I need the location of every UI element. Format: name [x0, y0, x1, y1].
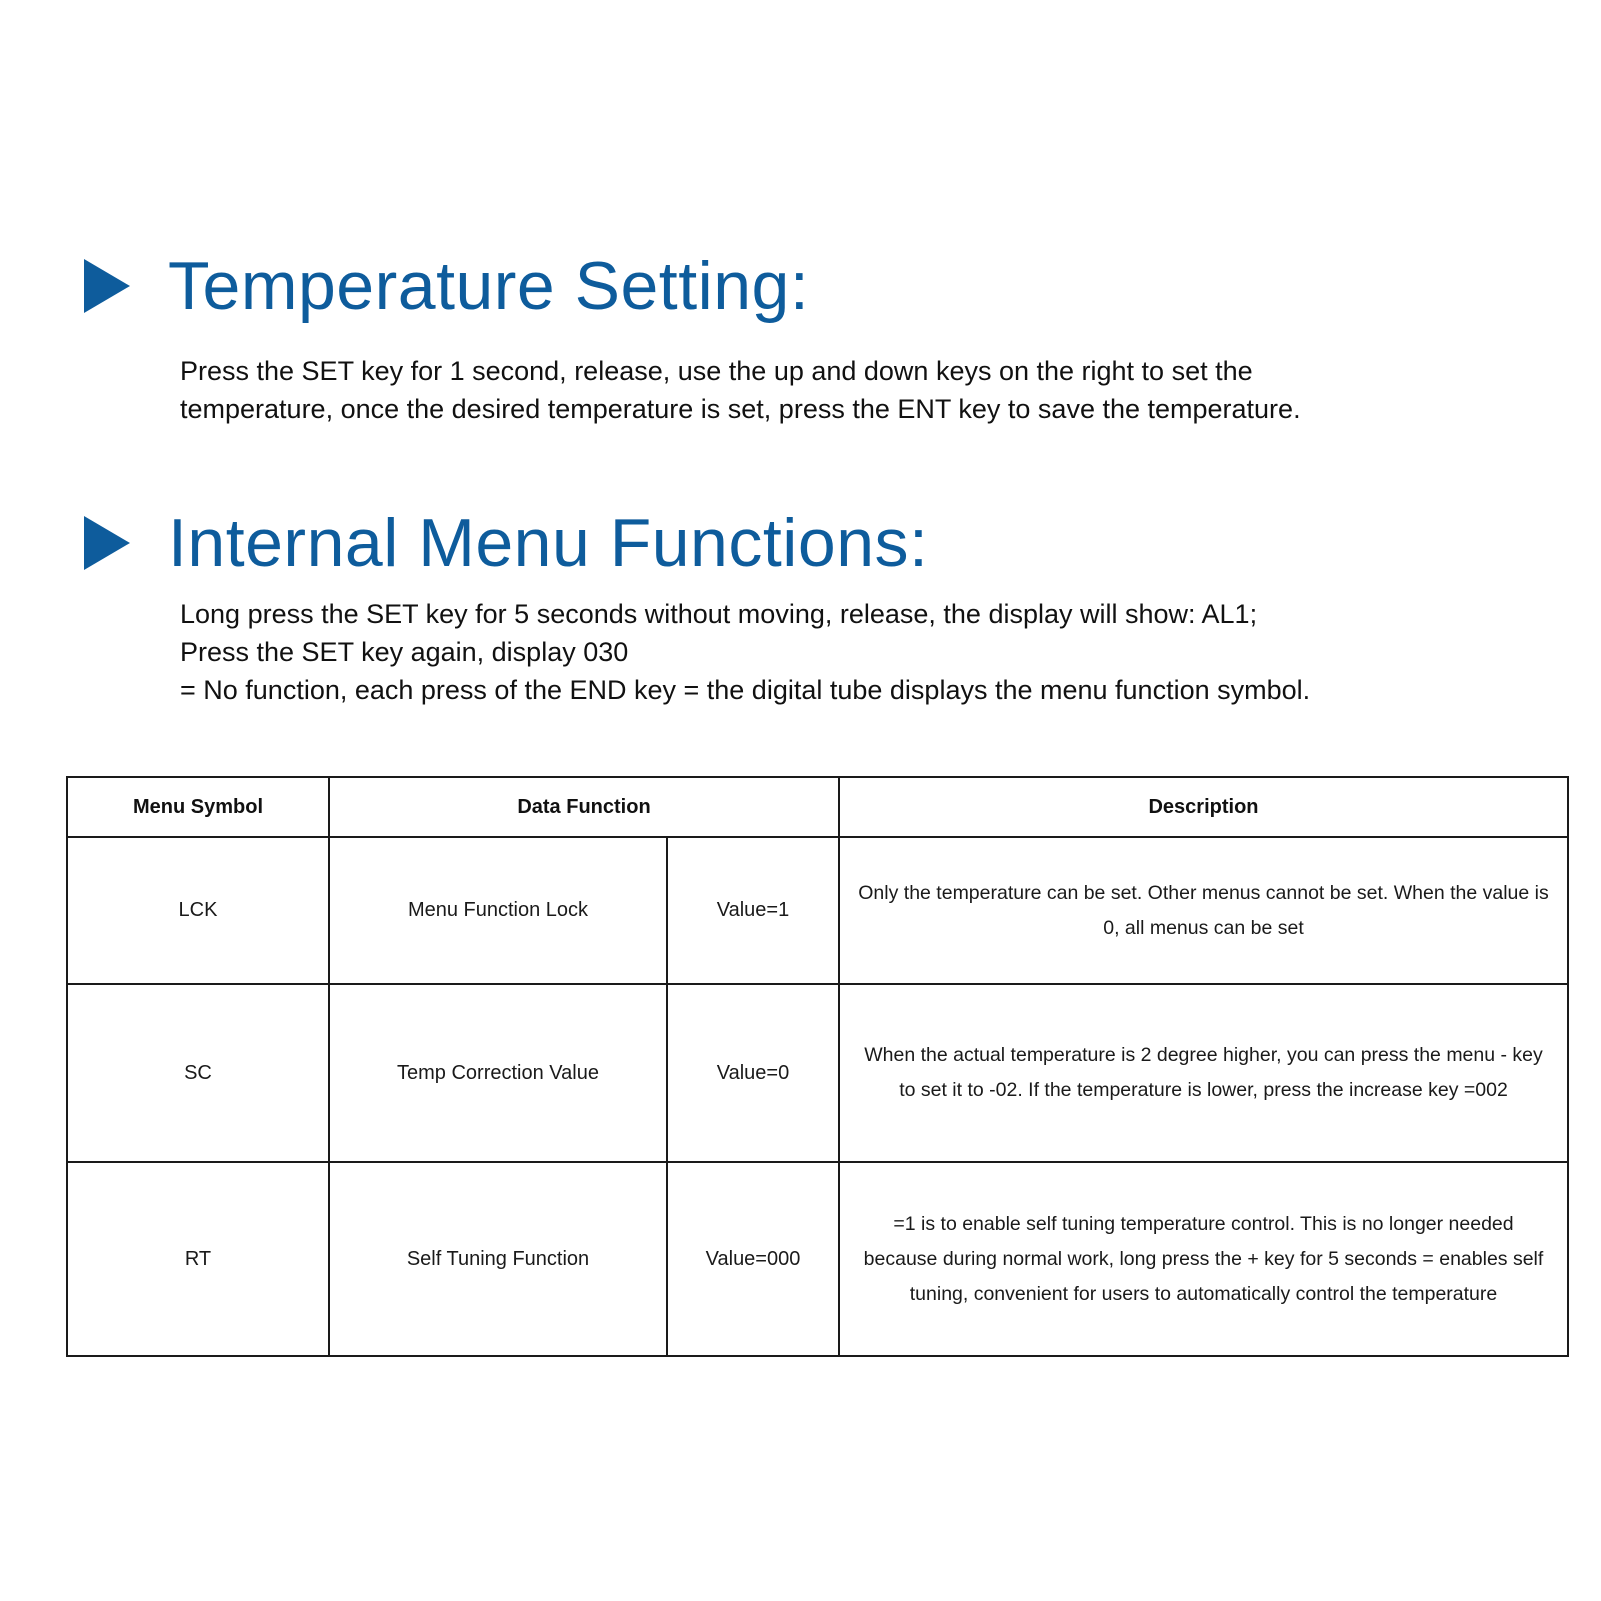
menu-symbol-cell: RT	[67, 1162, 329, 1356]
menu-symbol-cell: SC	[67, 984, 329, 1162]
section-temperature-setting-heading	[84, 246, 809, 326]
table-row	[67, 984, 1568, 1162]
instruction-line: Long press the SET key for 5 seconds without moving, release, the display will show: AL1;	[180, 599, 1258, 629]
play-triangle-icon	[84, 259, 130, 313]
header-description: Description	[839, 777, 1568, 837]
table-row	[67, 837, 1568, 984]
data-function-cell: Menu Function Lock	[329, 837, 667, 984]
description-cell: When the actual temperature is 2 degree higher, you can press the menu - key to set it to -02. If the temperature is lower, press the increase key =002	[839, 984, 1568, 1162]
instruction-line: Press the SET key for 1 second, release, use the up and down keys on the right to set the	[180, 356, 1253, 386]
value-cell: Value=000	[667, 1162, 839, 1356]
section-internal-menu-heading	[84, 503, 928, 583]
play-triangle-icon	[84, 516, 130, 570]
menu-symbol-cell: LCK	[67, 837, 329, 984]
table-header-row	[67, 777, 1568, 837]
header-menu-symbol: Menu Symbol	[67, 777, 329, 837]
temperature-setting-instructions	[180, 352, 1560, 428]
menu-functions-table	[66, 776, 1569, 1357]
internal-menu-instructions	[180, 595, 1560, 709]
description-cell: Only the temperature can be set. Other menus cannot be set. When the value is 0, all menus can be set	[839, 837, 1568, 984]
description-cell: =1 is to enable self tuning temperature control. This is no longer needed because during normal work, long press the + key for 5 seconds = enables self tuning, convenient for users to automatically control the temperature	[839, 1162, 1568, 1356]
instruction-line: Press the SET key again, display 030	[180, 637, 629, 667]
instruction-line: temperature, once the desired temperature is set, press the ENT key to save the temperature.	[180, 394, 1301, 424]
instruction-line: = No function, each press of the END key = the digital tube displays the menu function symbol.	[180, 675, 1311, 705]
header-data-function: Data Function	[329, 777, 839, 837]
value-cell: Value=0	[667, 984, 839, 1162]
data-function-cell: Self Tuning Function	[329, 1162, 667, 1356]
table-row	[67, 1162, 1568, 1356]
section-title: Internal Menu Functions:	[168, 505, 929, 581]
value-cell: Value=1	[667, 837, 839, 984]
data-function-cell: Temp Correction Value	[329, 984, 667, 1162]
section-title: Temperature Setting:	[168, 248, 810, 324]
